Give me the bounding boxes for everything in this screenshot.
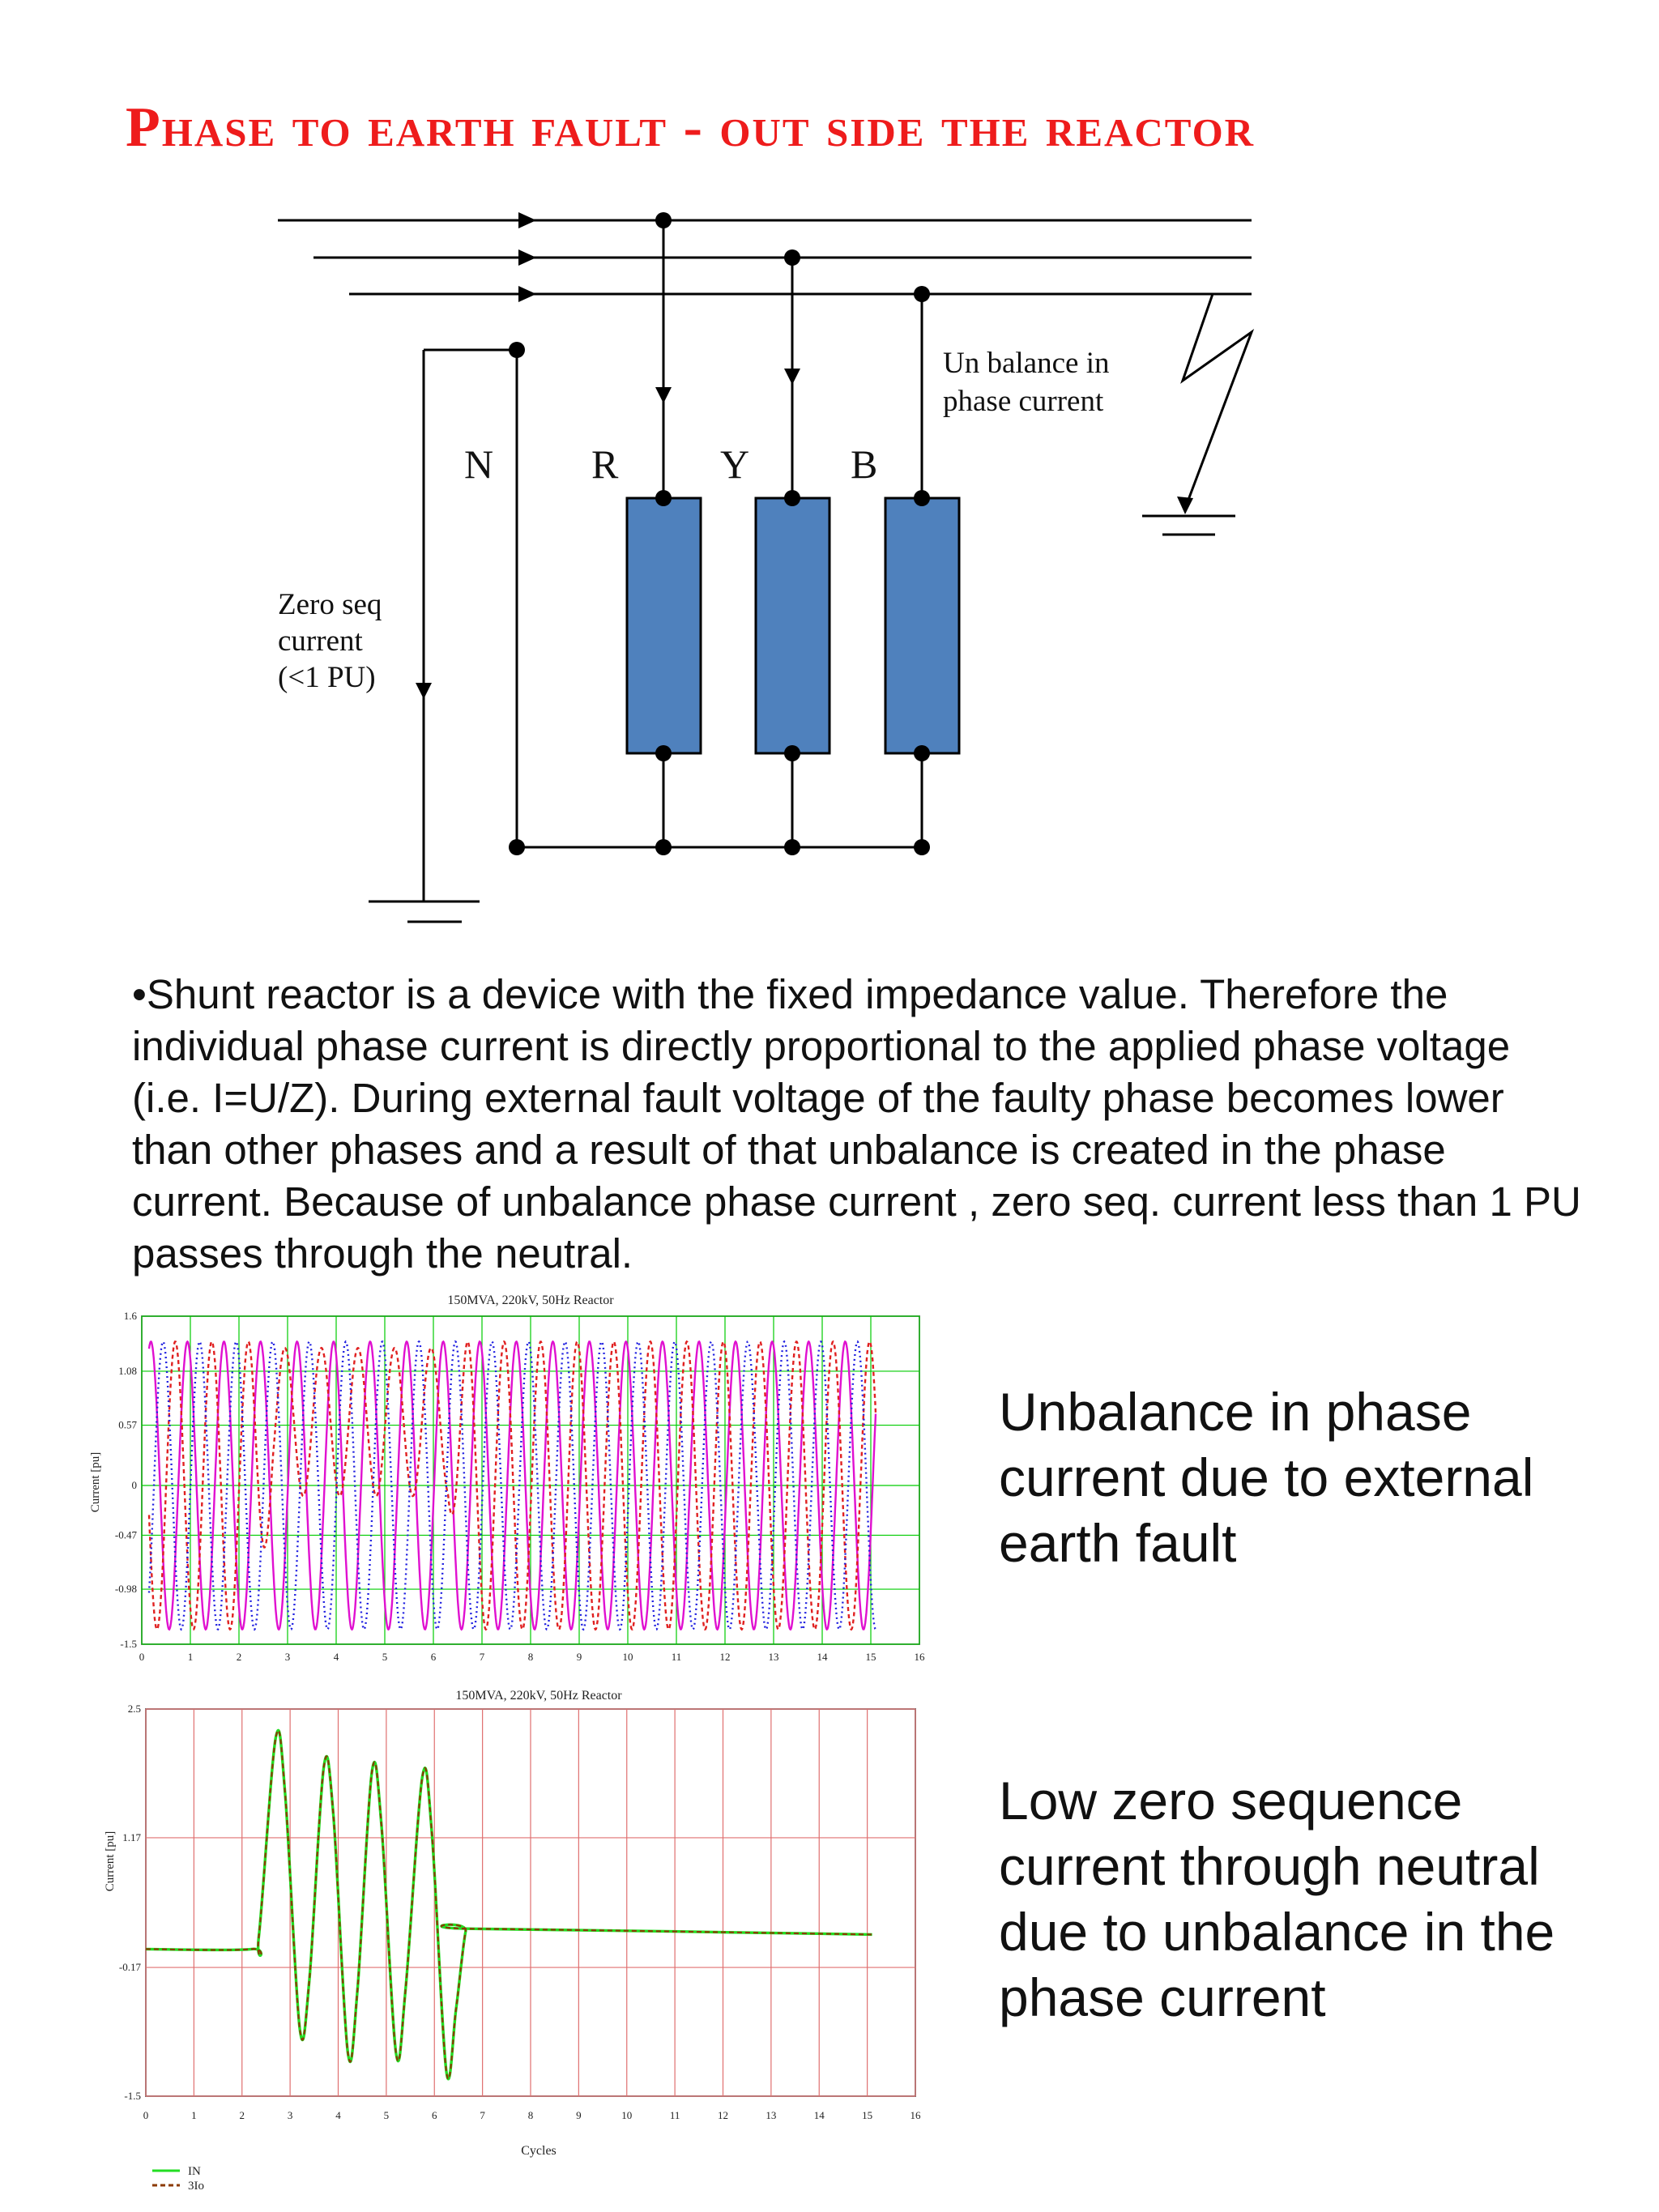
bus-arrow-b bbox=[518, 286, 536, 302]
label-b: B bbox=[851, 441, 878, 487]
chart2-y-tick-label: 2.5 bbox=[127, 1703, 141, 1715]
chart2-x-tick-label: 11 bbox=[669, 2109, 680, 2121]
legend-3io-label: 3Io bbox=[188, 2180, 204, 2193]
chart2-x-tick-label: 8 bbox=[527, 2109, 534, 2121]
reactor-y bbox=[756, 498, 830, 753]
zero-seq-label-line1: Zero seq bbox=[278, 588, 382, 621]
chart2-x-tick-label: 9 bbox=[576, 2109, 582, 2121]
page-title: Phase to earth fault - out side the reactor bbox=[126, 96, 1256, 159]
label-y: Y bbox=[720, 441, 750, 487]
chart2-x-axis-label: Cycles bbox=[521, 2144, 557, 2158]
bus-arrow-r bbox=[518, 212, 536, 228]
chart1-y-tick-label: 1.6 bbox=[123, 1310, 137, 1322]
caption-zero-sequence: Low zero sequence current through neutral due to unbalance in the phase current bbox=[999, 1771, 1555, 2027]
chart1-x-tick-label: 11 bbox=[671, 1651, 682, 1663]
chart2-y-tick-label: 1.17 bbox=[122, 1831, 141, 1843]
chart1-y-tick-label: -1.5 bbox=[120, 1638, 137, 1650]
chart1-x-tick-label: 2 bbox=[236, 1651, 242, 1663]
label-n: N bbox=[464, 441, 494, 487]
chart1-x-tick-label: 9 bbox=[576, 1651, 582, 1663]
chart1-x-tick-label: 10 bbox=[622, 1651, 633, 1663]
chart1-x-tick-label: 5 bbox=[382, 1651, 388, 1663]
unbalance-label-line1: Un balance in bbox=[943, 347, 1110, 380]
phase-current-chart bbox=[81, 1288, 940, 1677]
chart2-x-tick-label: 10 bbox=[621, 2109, 633, 2121]
chart2-x-tick-label: 6 bbox=[432, 2109, 437, 2121]
chart2-x-tick-label: 2 bbox=[239, 2109, 245, 2121]
chart1-x-tick-label: 3 bbox=[284, 1651, 291, 1663]
chart2-y-tick-label: -0.17 bbox=[118, 1961, 141, 1974]
chart2-x-tick-label: 0 bbox=[143, 2109, 149, 2121]
chart1-y-axis-label: Current [pu] bbox=[89, 1451, 102, 1513]
bus-arrow-y bbox=[518, 249, 536, 266]
zero-seq-label-line2: current bbox=[278, 624, 363, 658]
chart2-x-tick-label: 3 bbox=[287, 2109, 293, 2121]
chart1-x-tick-label: 16 bbox=[914, 1651, 925, 1663]
caption-phase-unbalance: Unbalance in phase current due to external earth fault bbox=[999, 1382, 1534, 1573]
chart2-y-axis-label: Current [pu] bbox=[104, 1831, 117, 1892]
reactor-b bbox=[885, 498, 959, 753]
chart1-x-tick-label: 6 bbox=[430, 1651, 437, 1663]
legend-in-label: IN bbox=[188, 2165, 201, 2178]
chart1-x-tick-label: 13 bbox=[768, 1651, 779, 1663]
chart1-y-tick-label: 1.08 bbox=[118, 1364, 137, 1377]
chart2-x-tick-label: 13 bbox=[766, 2109, 777, 2121]
chart2-title: 150MVA, 220kV, 50Hz Reactor bbox=[455, 1689, 622, 1703]
chart1-y-tick-label: 0 bbox=[131, 1479, 137, 1492]
shunt-reactor-circuit-diagram bbox=[0, 0, 1659, 956]
chart1-y-tick-label: 0.57 bbox=[118, 1418, 137, 1431]
chart2-x-tick-label: 5 bbox=[383, 2109, 390, 2121]
description-paragraph: •Shunt reactor is a device with the fixed impedance value. Therefore the individual phase current is directly proportional to the applied phase voltage (i.e. I=U/Z). During external fault voltage of the faulty phase becomes lower than other phases and a result of that unbalance is created in the phase current. Because of unbalance phase current , zero seq. current less than 1 PU passes through the neutral. bbox=[132, 971, 1581, 1276]
chart2-x-tick-label: 7 bbox=[480, 2109, 485, 2121]
reactor-r bbox=[627, 498, 701, 753]
chart2-x-tick-label: 1 bbox=[191, 2109, 197, 2121]
label-r: R bbox=[591, 441, 619, 487]
zero-seq-label-line3: (<1 PU) bbox=[278, 661, 376, 694]
chart2-x-tick-label: 14 bbox=[813, 2109, 825, 2121]
chart1-x-tick-label: 12 bbox=[719, 1651, 731, 1663]
chart1-x-tick-label: 8 bbox=[527, 1651, 534, 1663]
chart1-x-tick-label: 1 bbox=[187, 1651, 194, 1663]
chart1-title: 150MVA, 220kV, 50Hz Reactor bbox=[447, 1294, 614, 1307]
chart1-x-tick-label: 4 bbox=[333, 1651, 339, 1663]
chart1-x-tick-label: 0 bbox=[139, 1651, 145, 1663]
chart2-x-tick-label: 16 bbox=[910, 2109, 921, 2121]
chart2-axis-footer bbox=[81, 2104, 940, 2193]
chart2-x-tick-label: 15 bbox=[862, 2109, 873, 2121]
unbalance-label-line2: phase current bbox=[943, 385, 1104, 418]
chart1-x-tick-label: 14 bbox=[817, 1651, 828, 1663]
chart2-x-tick-label: 12 bbox=[718, 2109, 728, 2121]
chart2-legend bbox=[152, 2165, 204, 2193]
chart1-y-tick-label: -0.98 bbox=[114, 1583, 137, 1596]
chart1-x-tick-label: 7 bbox=[479, 1651, 485, 1663]
neutral-current-chart bbox=[81, 1683, 940, 2104]
chart1-y-tick-label: -0.47 bbox=[114, 1528, 137, 1541]
chart2-x-tick-label: 4 bbox=[335, 2109, 341, 2121]
chart1-x-tick-label: 15 bbox=[865, 1651, 876, 1663]
chart2-y-tick-label: -1.5 bbox=[124, 2090, 141, 2102]
